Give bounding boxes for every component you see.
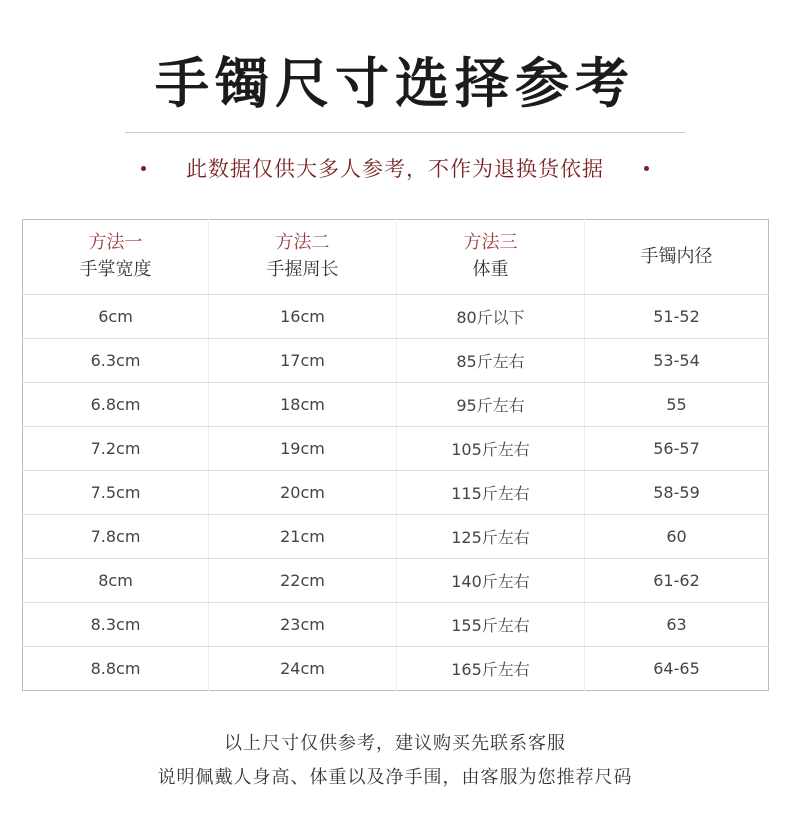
cell-palm-width: 7.5cm	[23, 471, 209, 515]
table-row	[23, 515, 769, 559]
table-row	[23, 647, 769, 691]
header-cell-grip-circumference	[209, 220, 397, 295]
cell-grip-circumference: 18cm	[209, 383, 397, 427]
cell-body-weight: 140斤左右	[397, 559, 585, 603]
cell-inner-diameter: 56-57	[585, 427, 769, 471]
measure-label: 手握周长	[266, 259, 339, 280]
bullet-dot-right	[644, 166, 649, 171]
title-divider	[125, 132, 685, 133]
cell-palm-width: 7.2cm	[23, 427, 209, 471]
cell-inner-diameter: 64-65	[653, 659, 700, 678]
cell-grip-circumference: 21cm	[209, 515, 397, 559]
method-label: 方法一	[88, 232, 143, 253]
page-title: 手镯尺寸选择参考	[155, 51, 635, 115]
table-row	[23, 559, 769, 603]
cell-palm-width: 8.3cm	[23, 603, 209, 647]
table-row	[23, 383, 769, 427]
footer-line-2: 说明佩戴人身高、体重以及净手围，由客服为您推荐尺码	[157, 767, 633, 788]
cell-body-weight: 80斤以下	[397, 295, 585, 339]
footer-line-1: 以上尺寸仅供参考，建议购买先联系客服	[224, 733, 566, 754]
cell-inner-diameter: 63	[585, 603, 769, 647]
cell-palm-width: 7.8cm	[23, 515, 209, 559]
cell-palm-width: 8cm	[23, 559, 209, 603]
cell-inner-diameter: 53-54	[585, 339, 769, 383]
cell-palm-width: 6.3cm	[23, 339, 209, 383]
cell-inner-diameter: 55	[585, 383, 769, 427]
cell-body-weight: 125斤左右	[397, 515, 585, 559]
cell-palm-width: 6cm	[23, 295, 209, 339]
cell-body-weight: 105斤左右	[397, 427, 585, 471]
disclaimer-banner	[0, 150, 790, 186]
cell-body-weight: 165斤左右	[397, 647, 585, 691]
disclaimer-text: 此数据仅供大多人参考，不作为退换货依据	[186, 157, 604, 181]
footer-note	[0, 727, 790, 795]
header-cell-inner-diameter	[585, 220, 769, 295]
cell-grip-circumference: 23cm	[209, 603, 397, 647]
cell-palm-width: 8.8cm	[23, 647, 209, 691]
header-cell-body-weight	[397, 220, 585, 295]
bullet-dot-left	[141, 166, 146, 171]
cell-body-weight: 115斤左右	[397, 471, 585, 515]
cell-body-weight: 155斤左右	[397, 603, 585, 647]
cell-body-weight: 85斤左右	[397, 339, 585, 383]
table-row	[23, 339, 769, 383]
measure-label: 手掌宽度	[79, 259, 152, 280]
table-header-row	[23, 220, 769, 295]
cell-inner-diameter: 61-62	[585, 559, 769, 603]
cell-grip-circumference: 20cm	[209, 471, 397, 515]
method-label: 方法三	[463, 232, 518, 253]
table-row	[23, 295, 769, 339]
cell-inner-diameter: 60	[585, 515, 769, 559]
measure-label: 体重	[472, 259, 509, 280]
cell-grip-circumference: 16cm	[209, 295, 397, 339]
table-row	[23, 427, 769, 471]
cell-grip-circumference: 19cm	[209, 427, 397, 471]
cell-palm-width: 6.8cm	[23, 383, 209, 427]
cell-grip-circumference: 17cm	[209, 339, 397, 383]
cell-body-weight: 95斤左右	[397, 383, 585, 427]
cell-grip-circumference: 22cm	[209, 559, 397, 603]
header-cell-palm-width	[23, 220, 209, 295]
cell-inner-diameter: 58-59	[585, 471, 769, 515]
measure-label: 手镯内径	[640, 246, 713, 267]
table-row	[23, 471, 769, 515]
table-body	[23, 295, 769, 691]
size-table	[22, 219, 769, 691]
cell-grip-circumference: 24cm	[209, 647, 397, 691]
table-row	[23, 603, 769, 647]
cell-inner-diameter: 51-52	[585, 295, 769, 339]
method-label: 方法二	[275, 232, 330, 253]
